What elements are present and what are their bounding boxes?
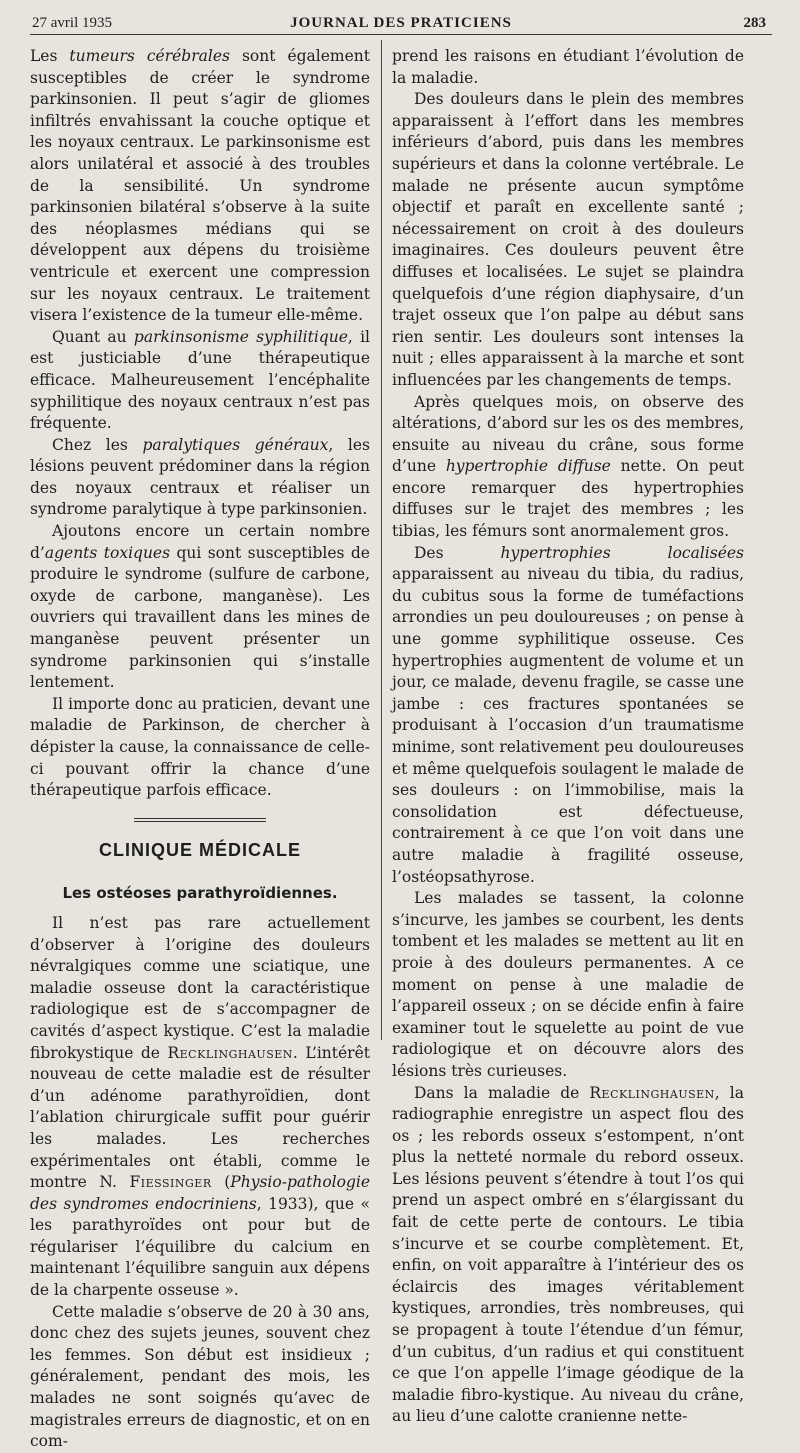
- right-column: [392, 46, 744, 1428]
- paragraph: [30, 46, 370, 327]
- text-run: Après quelques mois, on observe des altérations, d’abord sur les os des membres, ensuite au niveau du crâne, sous forme d’une: [392, 392, 744, 476]
- emphasis-text: parkinsonisme syphilitique: [133, 327, 348, 346]
- emphasis-text: agents toxiques: [44, 543, 171, 562]
- text-run: Des douleurs dans le plein des membres apparaissent à l’effort dans les membres inférieurs d’abord, puis dans les membres supérieurs et dans la colonne vertébrale. Le malade ne présente aucun symptôme objectif et paraît en excellente santé ; nécessairement on croit à des douleurs imaginaires. Ces douleurs peuvent être diffuses et localisées. Le sujet se plaindra quelquefois d’une région diaphysaire, d’un trajet osseux que l’on palpe au début sans rien sentir. Les douleurs sont intenses la nuit ; elles apparaissent à la marche et sont influencées par les changements de temps.: [392, 90, 744, 389]
- column-divider: [381, 40, 382, 1040]
- text-run: Il importe donc au praticien, devant une maladie de Parkinson, de chercher à dépister la cause, la connaissance de celle-ci pouvant offrir la chance d’une thérapeutique parfois efficace.: [30, 694, 370, 800]
- paragraph: [30, 694, 370, 802]
- text-run: Dans la maladie de: [414, 1083, 590, 1102]
- text-run: qui sont susceptibles de produire le syndrome (sulfure de carbone, oxyde de carbone, manganèse). Les ouvriers qui travaillent dans les mines de manganèse peuvent présenter un syndrome parkinsonien qui s’installe lentement.: [30, 543, 370, 692]
- section-separator: [134, 818, 266, 822]
- emphasis-text: paralytiques généraux: [142, 435, 329, 454]
- text-run: (: [211, 1173, 231, 1192]
- text-run: sont également susceptibles de créer le syndrome parkinsonien. Il peut s’agir de gliomes infiltrés envahissant la couche optique et les noyaux centraux. Le parkinsonisme est alors unilatéral et associé à des troubles de la sensibilité. Un syndrome parkinsonien bilatéral s’observe à la suite des néoplasmes médians qui se développent aux dépens du troisième ventricule et exercent une compression sur les noyaux centraux. Le traitement visera l’existence de la tumeur elle-même.: [30, 47, 370, 325]
- page-number: 283: [743, 15, 766, 31]
- text-run: Cette maladie s’observe de 20 à 30 ans, donc chez des sujets jeunes, souvent chez les femmes. Son début est insidieux ; généralement, pendant des mois, les malades ne sont soignés qu’avec de magistrales erreurs de diagnostic, et on en com-: [30, 1302, 370, 1451]
- author-name: Recklinghausen: [167, 1043, 293, 1062]
- text-run: apparaissent au niveau du tibia, du radius, du cubitus sous la forme de tuméfactions arrondies un peu douloureuses ; on pense à une gomme syphilitique osseuse. Ces hypertrophies augmentent de volume et un jour, ce malade, devenu fragile, se casse une jambe : ces fractures spontanées se produisant à l’occasion d’un traumatisme minime, sont relativement peu douloureuses et même quelquefois soulagent le malade de ses douleurs : on l’immobilise, mais la consolidation est défectueuse, contrairement à ce que l’on voit dans une autre maladie à fragilité osseuse, l’ostéopsathyrose.: [392, 565, 744, 886]
- paragraph: [392, 888, 744, 1082]
- journal-title: JOURNAL DES PRATICIENS: [290, 15, 512, 31]
- emphasis-text: Physio-pathologie des syndromes endocriniens: [30, 1173, 370, 1213]
- text-run: Il n’est pas rare actuellement d’observer à l’origine des douleurs névralgiques comme une sciatique, une maladie osseuse dont la caractéristique radiologique est de s’accompagner de cavités d’aspect kystique. C’est la maladie fibrokystique de: [30, 913, 370, 1062]
- paragraph: [392, 1083, 744, 1429]
- text-run: Des: [414, 543, 501, 562]
- text-run: prend les raisons en étudiant l’évolution de la maladie.: [392, 47, 744, 87]
- author-name: Fiessinger: [129, 1173, 212, 1192]
- text-run: , il est justiciable d’une thérapeutique efficace. Malheureusement l’encéphalite syphilitique des noyaux centraux n’est pas fréquente.: [30, 327, 370, 433]
- text-run: Quant au: [52, 327, 134, 346]
- paragraph: [392, 89, 744, 391]
- paragraph: [392, 543, 744, 889]
- emphasis-text: hypertrophie diffuse: [445, 457, 611, 476]
- author-name: Recklinghausen: [589, 1083, 715, 1102]
- text-run: Ajoutons encore un certain nombre d’: [30, 522, 370, 562]
- paragraph: [30, 435, 370, 521]
- paragraph: [30, 1302, 370, 1453]
- paragraph: [392, 392, 744, 543]
- paragraph: [30, 913, 370, 1302]
- text-run: Chez les: [52, 435, 143, 454]
- section-title: CLINIQUE MÉDICALE: [98, 839, 301, 860]
- text-run: Les: [30, 47, 70, 65]
- left-column: [30, 46, 370, 1453]
- text-run: , la radiographie enregistre un aspect flou des os ; les rebords osseux s’estompent, n’ont plus la netteté normale du rebord osseux. Les lésions peuvent s’étendre à tout l’os qui prend un aspect ombré en s’élargissant du fait de cette perte de contours. Le tibia s’incurve et se courbe complètement. Et, enfin, on voit apparaître à l’intérieur des os éclaircis des images véritablement kystiques, arrondies, très nombreuses, qui se propagent à toute l’étendue d’un fémur, d’un cubitus, d’un radius et qui constituent ce que l’on appelle l’image géodique de la maladie fibro-kystique. Au niveau du crâne, au lieu d’une calotte cranienne nette-: [392, 1083, 744, 1426]
- paragraph: [30, 327, 370, 435]
- emphasis-text: tumeurs cérébrales: [69, 47, 230, 65]
- text-run: , 1933), que « les parathyroïdes ont pour but de régulariser l’équilibre du calcium en maintenant l’équilibre sanguin aux dépens de la charpente osseuse ».: [30, 1194, 370, 1300]
- emphasis-text: hypertrophies localisées: [500, 543, 744, 562]
- running-header: [30, 8, 772, 35]
- text-run: , les lésions peuvent prédominer dans la région des noyaux centraux et réaliser un syndrome paralytique à type parkinsonien.: [30, 435, 370, 519]
- text-run: Les malades se tassent, la colonne s’incurve, les jambes se courbent, les dents tombent et les malades se mettent au lit en proie à des douleurs permanentes. A ce moment on pense à une maladie de l’appareil osseux ; on se décide enfin à faire examiner tout le squelette au point de vue radiologique et on découvre alors des lésions très curieuses.: [392, 889, 744, 1080]
- article-title: Les ostéoses parathyroïdiennes.: [62, 884, 338, 903]
- text-run: nette. On peut encore remarquer des hypertrophies diffuses sur le trajet des membres ; les tibias, les fémurs sont anormalement gros.: [392, 457, 744, 541]
- paragraph: [30, 521, 370, 694]
- issue-date: 27 avril 1935: [32, 15, 112, 31]
- text-run: . L’intérêt nouveau de cette maladie est de résulter d’un adénome parathyroïdien, dont l’ablation chirurgicale suffit pour guérir les malades. Les recherches expérimentales ont établi, comme le montre N.: [30, 1043, 370, 1192]
- paragraph: [392, 46, 744, 89]
